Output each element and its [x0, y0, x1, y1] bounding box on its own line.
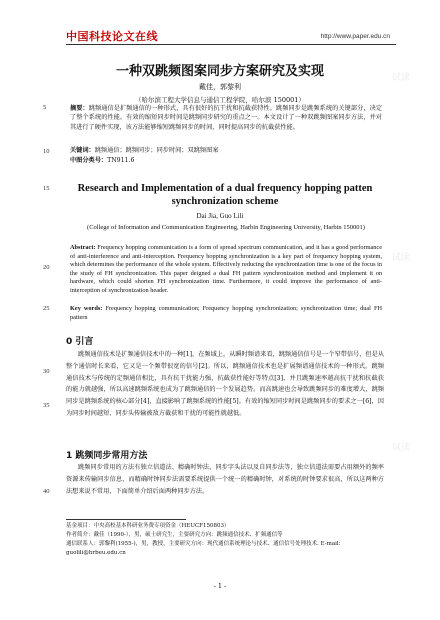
keywords-en [70, 305, 382, 322]
abstract-cn-label: 摘要： [70, 105, 89, 112]
keywords-cn [70, 146, 382, 155]
page-header [0, 0, 440, 52]
line-number: 20 [43, 264, 50, 271]
logo-prefix: 中国 [66, 30, 89, 43]
watermark: 试读 [391, 253, 410, 263]
keywords-en-label: Key words: [70, 305, 103, 312]
keywords-cn-text: 跳频通信；跳频同步；同步时间；双跳频图案 [94, 147, 219, 154]
footnote-rule [66, 519, 186, 520]
footnote-fund: 基金项目：中央高校基本科研业务费专项资金（HEUCF150803） [66, 523, 230, 529]
affiliation-cn: （哈尔滨工程大学信息与通信工程学院，哈尔滨 150001） [135, 96, 305, 104]
abstract-en-text: Frequency hopping communication is a form of spread spectrum communication, and it has a good performance of anti-interference and anti-interception. Frequency hopping synchronization is a key part of frequency hopping system, which determines the performance of the whole system. Effectively reducing the synchronization time is one of the focus in the study of FH synchronization. This paper deigned a dual FH pattern synchronization method and implement it on hardware, which could shorten FH synchronization time. Furthermore, it could improve the performance of anti-interception of synchronization header. [70, 244, 383, 294]
line-number: 5 [43, 104, 47, 111]
keywords-en-text: Frequency hopping communication; Frequency hopping synchronization; synchronization time; dual FH pattern [70, 305, 382, 321]
section-heading-methods: 1 跳频同步常用方法 [66, 451, 148, 461]
section-heading-intro: 0 引言 [66, 337, 94, 347]
line-number: 10 [43, 148, 50, 155]
section-body-methods: 跳频同步常用的方法有独立信道法、精确时钟法、同步字头法以及自同步法等，独立信道法需要占用额外的频率资源来传输同步信息，而精确时钟同步法需要系统提供一个统一的精确时钟，对系统的时钟要求很高，所以这两种方法想来说不常用，下面简单介绍后面两种同步方法。 [66, 464, 384, 495]
footnote-author: 作者简介：戴佳（1990-），男，硕士研究生，主要研究方向：跳频通信技术、扩频通信等 [66, 532, 283, 538]
clc-value: TN911.6 [107, 157, 135, 164]
authors-en: Dai Jia, Guo Lili [196, 212, 244, 220]
abstract-cn [70, 104, 382, 132]
section-body-intro: 跳频通信技术是扩频通信技术中的一种[1]，在频域上，从瞬时频谱来看，跳频通信信号是一个窄带信号，但是从整个通信时长来看，它又是一个频带很宽的信号[2]。所以，跳频通信技术也是扩展频谱通信技术的一种形式。跳频通信技术与传统的定频通信相比，具有抗干扰能力强，抗截获性能好等特点[3]，并且跳频速率越高抗干扰和抗截获的能力就越强，所以高速跳频系统也成为了跳频通信的一个发展趋势。而高跳速也会导致跳频同步的难度增大，跳频同步是跳频系统的核心部分[4]，直接影响了跳频系统的性能[5]。有效的缩短同步时间是跳频同步的要求之一[6]，因为同步时间越短，同步头传输被敌方截获和干扰的可能性就越低。 [66, 351, 384, 417]
line-number: 40 [43, 488, 50, 495]
paper-title-cn: 一种双跳频图案同步方案研究及实现 [115, 64, 324, 79]
watermark: 试读 [391, 73, 410, 83]
abstract-en [70, 244, 382, 296]
site-url[interactable]: http://www.paper.edu.cn [320, 33, 390, 40]
logo-text: 科技论文在线 [89, 30, 158, 43]
watermark: 试读 [391, 443, 410, 453]
line-number: 25 [43, 305, 50, 312]
page-number: - 1 - [213, 582, 227, 590]
abstract-en-label: Abstract: [70, 244, 96, 251]
footnote-contact: 通信联系人：郭黎利(1955-)，男，教授，主要研究方向：现代通信系统理论与技术、通信信号处理技术. E-mail: guolili@hrbeu.edu.cn [66, 541, 341, 556]
journal-logo [66, 28, 158, 44]
line-number: 35 [43, 402, 50, 409]
line-number: 15 [43, 185, 50, 192]
header-rule [66, 44, 396, 45]
affiliation-en: (College of Information and Communication Engineering, Harbin Engineering University, Harbin 150001) [87, 224, 365, 231]
line-number: 30 [43, 368, 50, 375]
keywords-cn-label: 关键词： [70, 147, 95, 154]
authors-cn: 戴佳，郭黎利 [199, 83, 241, 91]
clc-label: 中图分类号： [70, 157, 108, 164]
paper-title-en: Research and Implementation of a dual frequency hopping patten synchronization scheme [77, 183, 373, 207]
clc-number [70, 156, 382, 165]
abstract-cn-text: 跳频通信是扩频通信的一种形式，具有很好的抗干扰和抗截获特性。跳频同步是跳频系统的关键部分，决定了整个系统的性能。有效的缩短同步时间是跳频同步研究的重点之一。本文设计了一种双跳频图案同步方法，并对其进行了硬件实现，该方法能够缩短跳频同步的时间，同时提高同步的抗截获性能。 [70, 105, 383, 131]
